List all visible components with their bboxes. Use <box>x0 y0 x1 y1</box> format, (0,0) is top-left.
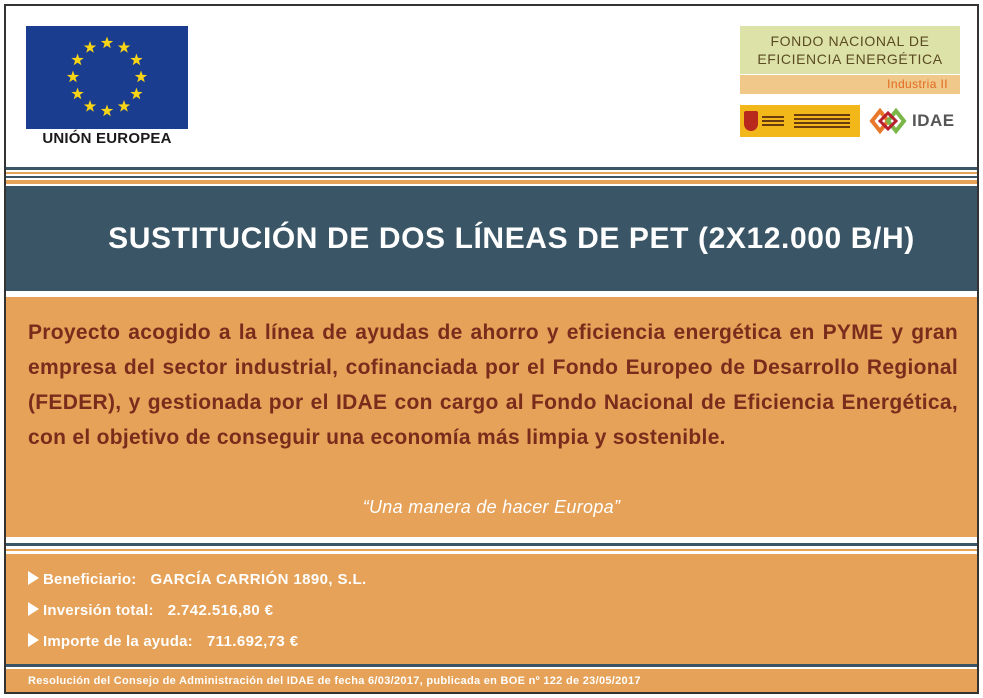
resolution-note: Resolución del Consejo de Administración del IDAE de fecha 6/03/2017, publicada en BOE nº 122 de 23/05/2017 <box>28 675 641 687</box>
fund-name-line2: EFICIENCIA ENERGÉTICA <box>757 51 943 67</box>
investment-row <box>28 601 273 619</box>
institution-logos <box>740 99 962 143</box>
details-band <box>6 554 977 664</box>
title-band <box>6 186 977 291</box>
motto: “Una manera de hacer Europa” <box>362 497 621 517</box>
eu-star-icon <box>71 54 83 66</box>
eu-star-icon <box>130 54 142 66</box>
arrow-icon <box>28 602 39 616</box>
aid-label: Importe de la ayuda: <box>43 633 193 650</box>
fund-logo <box>740 26 960 74</box>
government-logo <box>740 105 860 137</box>
investment-value: 2.742.516,80 € <box>167 602 274 619</box>
beneficiary-value: GARCÍA CARRIÓN 1890, S.L. <box>150 571 367 588</box>
divider <box>6 172 977 174</box>
investment-label: Inversión total: <box>43 602 154 619</box>
eu-star-icon <box>101 37 113 49</box>
divider <box>6 180 977 184</box>
spain-shield-icon <box>744 111 758 131</box>
eu-star-icon <box>130 88 142 100</box>
project-title: SUSTITUCIÓN DE DOS LÍNEAS DE PET (2X12.000 B/H) <box>108 221 915 255</box>
eu-star-icon <box>101 105 113 117</box>
eu-caption: UNIÓN EUROPEA <box>42 130 172 147</box>
eu-star-icon <box>67 71 79 83</box>
divider <box>6 176 977 178</box>
idae-label: IDAE <box>912 111 955 130</box>
eu-star-icon <box>84 41 96 53</box>
eu-star-icon <box>118 100 130 112</box>
info-sign <box>4 4 979 694</box>
eu-star-icon <box>135 71 147 83</box>
beneficiary-row <box>28 570 367 588</box>
eu-star-icon <box>71 88 83 100</box>
idae-logo <box>868 105 955 137</box>
idae-knot-icon <box>868 105 908 137</box>
description-band <box>6 297 977 537</box>
eu-star-icon <box>84 100 96 112</box>
divider <box>6 167 977 170</box>
eu-stars <box>26 26 188 129</box>
aid-row <box>28 632 298 650</box>
fund-name-line1: FONDO NACIONAL DE <box>770 33 930 49</box>
aid-value: 711.692,73 € <box>206 633 299 650</box>
beneficiary-label: Beneficiario: <box>43 571 137 588</box>
arrow-icon <box>28 571 39 585</box>
footer-band <box>6 669 977 694</box>
arrow-icon <box>28 633 39 647</box>
fund-program: Industria II <box>740 75 960 94</box>
eu-flag-icon <box>26 26 188 129</box>
project-description: Proyecto acogido a la línea de ayudas de ahorro y eficiencia energética en PYME y gran empresa del sector industrial, cofinanciada por el Fondo Europeo de Desarrollo Regional (FEDER), y gestionada por el IDAE con cargo al Fondo Nacional de Eficiencia Energética, con el objetivo de conseguir una economía más limpia y sostenible. <box>28 321 958 449</box>
eu-star-icon <box>118 41 130 53</box>
